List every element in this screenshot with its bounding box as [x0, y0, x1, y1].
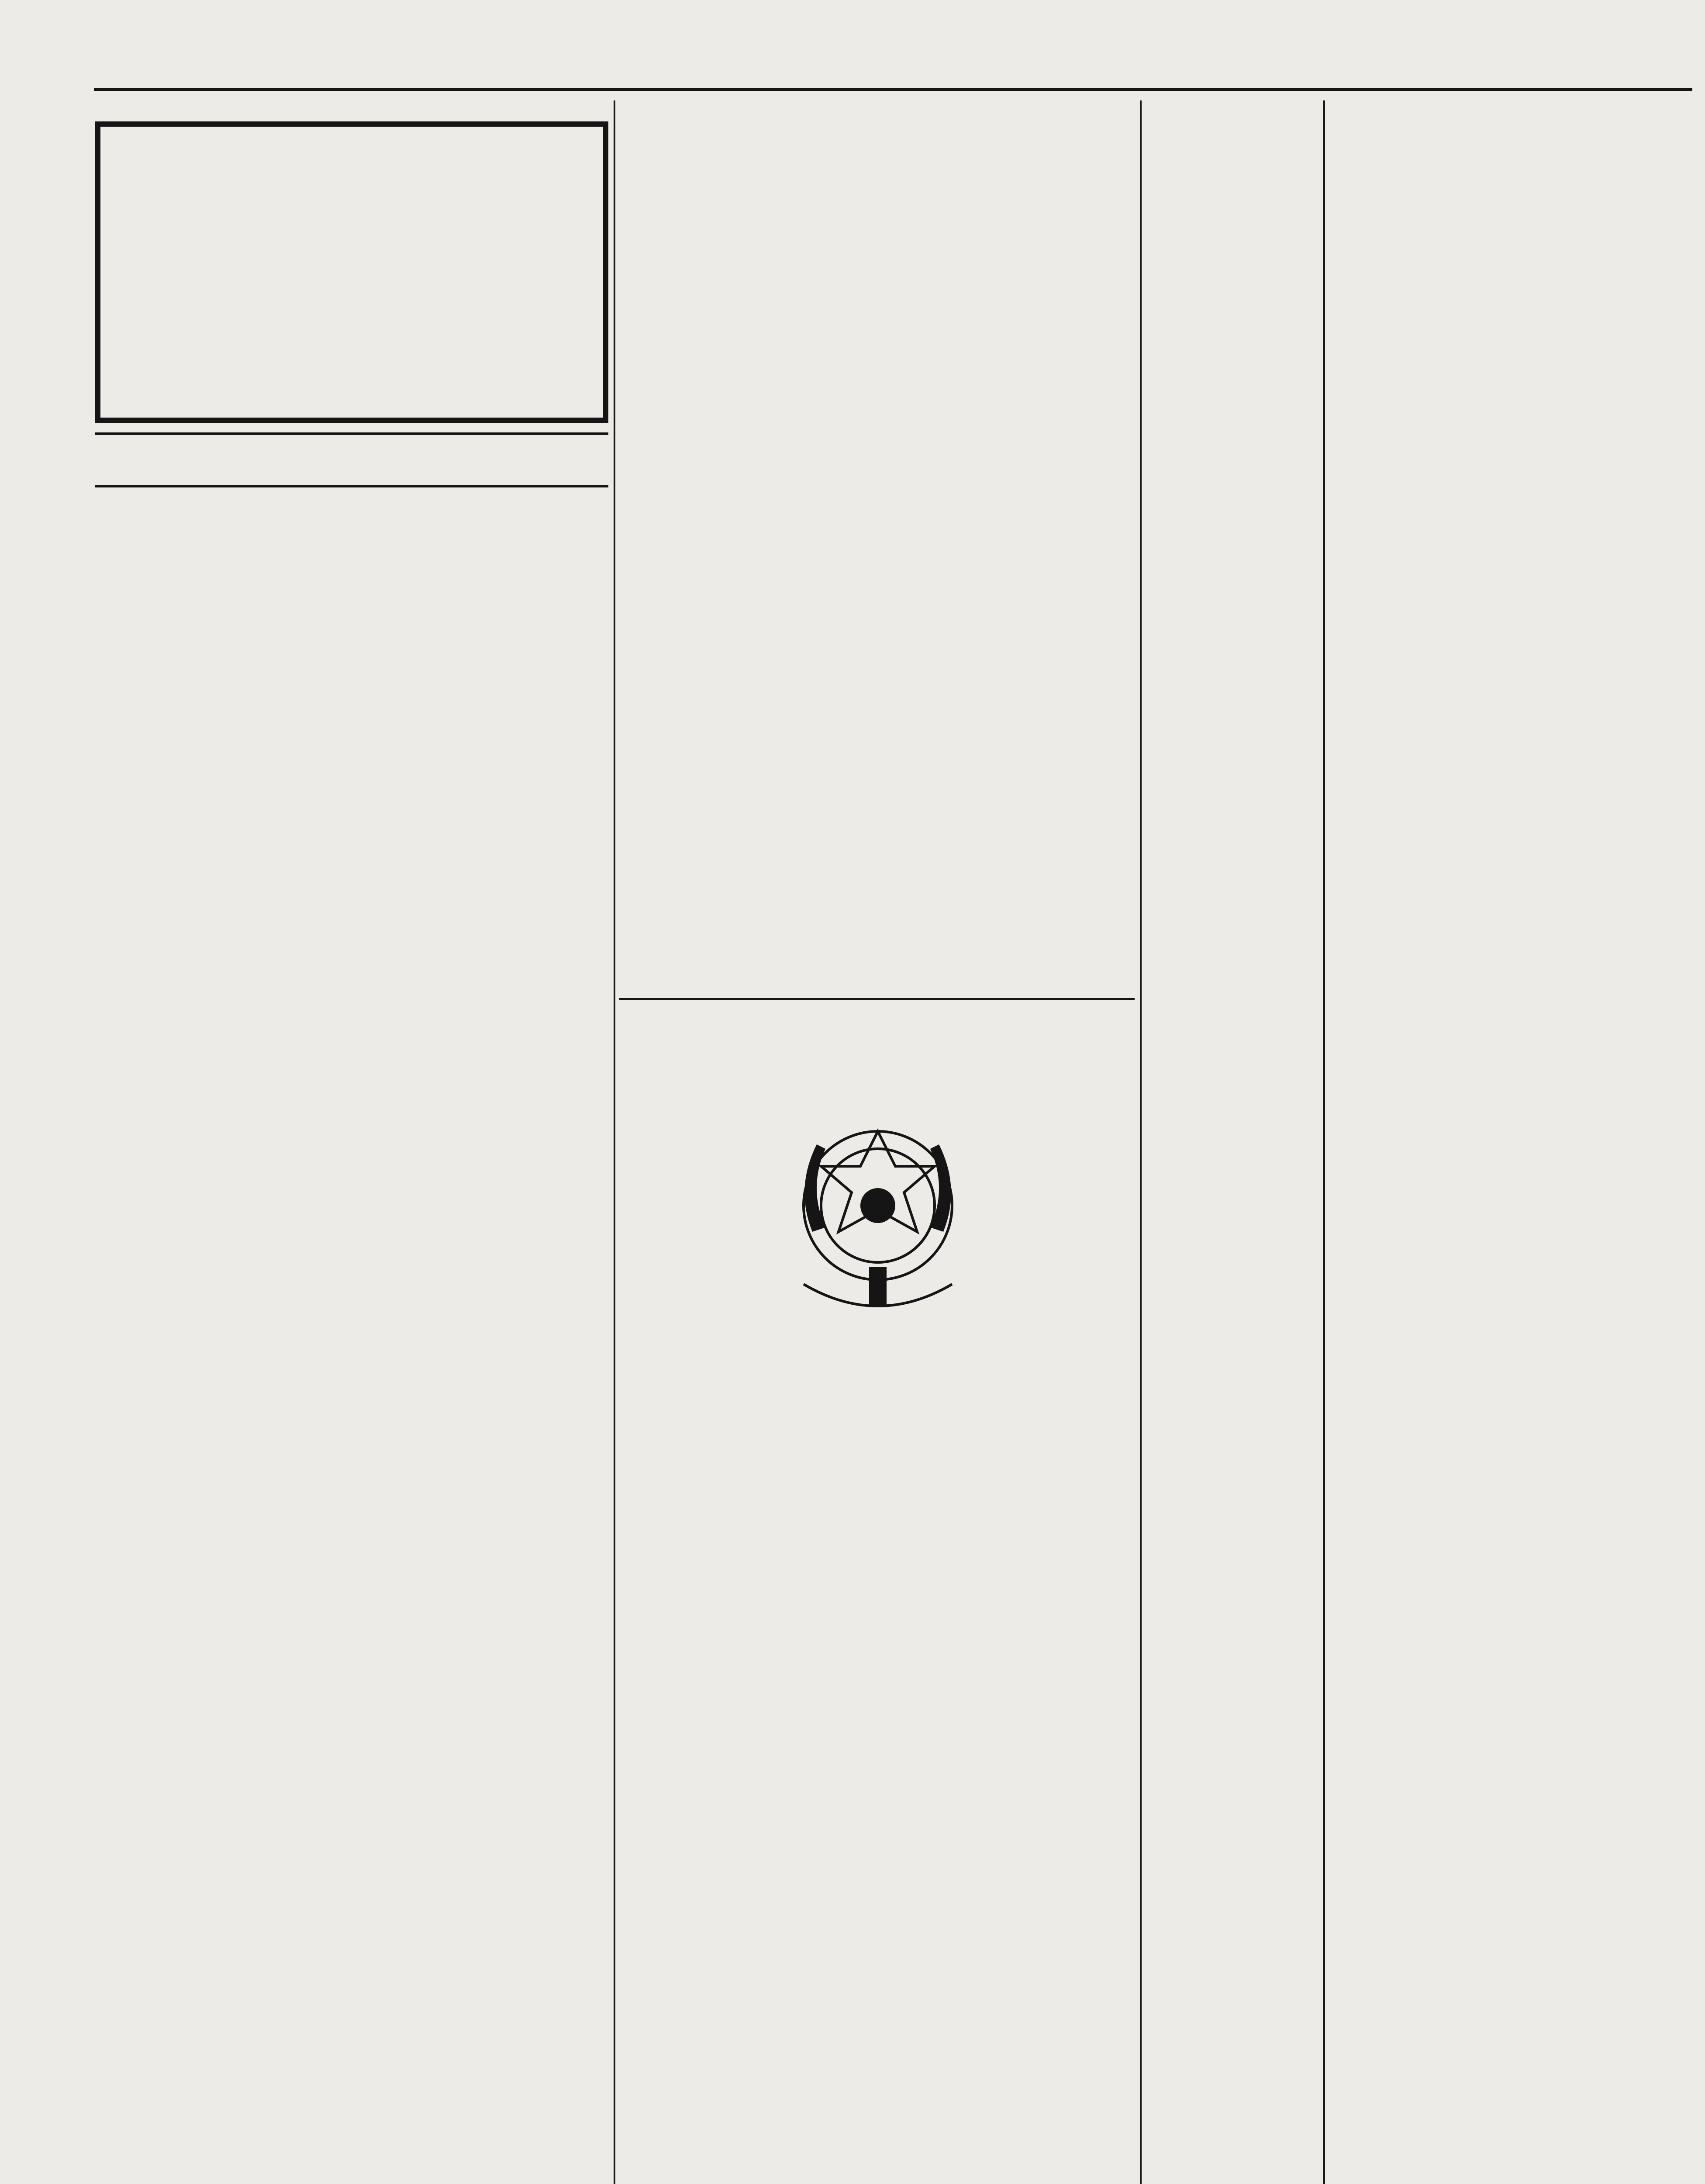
prefeitura-expediente: [619, 1358, 1135, 2184]
column-rule: [1323, 100, 1325, 2184]
section-rule: [95, 432, 608, 435]
prefeitura-rule: [619, 998, 1135, 1000]
column-2: [619, 428, 1135, 1061]
page-header: [0, 66, 1705, 87]
column-rule: [614, 100, 615, 2184]
column-3: [1145, 105, 1320, 2184]
section-rule-2: [95, 485, 608, 487]
column-rule: [1140, 100, 1142, 2184]
column-1: [95, 520, 608, 2184]
ad-377: [95, 121, 608, 423]
header-rule: [94, 88, 1692, 91]
coat-of-arms: [786, 1101, 970, 1328]
